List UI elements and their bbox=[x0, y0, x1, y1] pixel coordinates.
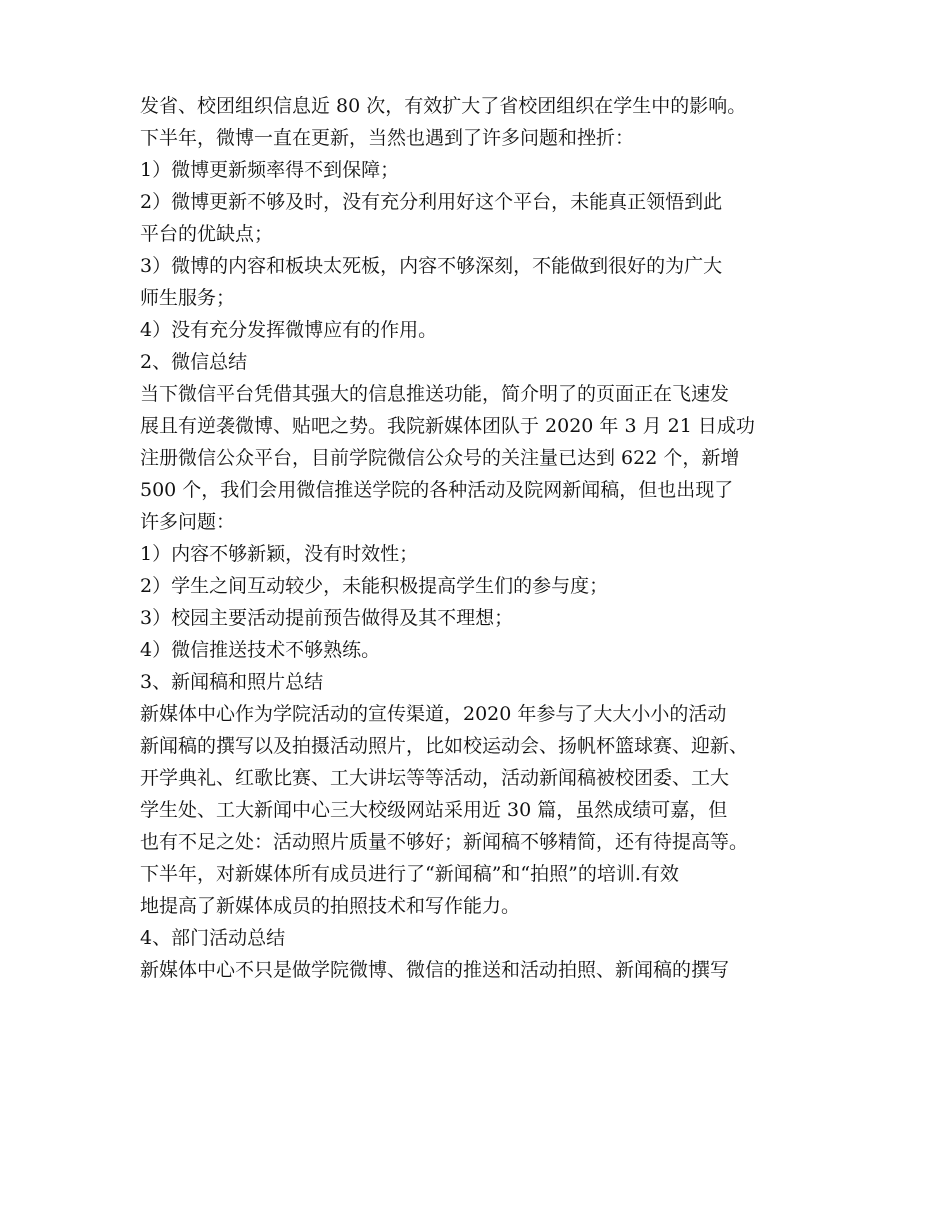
list-item: 2）微博更新不够及时，没有充分利用好这个平台，未能真正领悟到此 bbox=[140, 191, 723, 213]
section-heading: 3、新闻稿和照片总结 bbox=[140, 671, 324, 693]
list-item: 2）学生之间互动较少，未能积极提高学生们的参与度； bbox=[140, 575, 609, 597]
section-heading: 2、微信总结 bbox=[140, 351, 248, 373]
list-item: 3）校园主要活动提前预告做得及其不理想； bbox=[140, 607, 514, 629]
list-item: 3）微博的内容和板块太死板，内容不够深刻，不能做到很好的为广大 bbox=[140, 255, 723, 277]
list-item: 4）没有充分发挥微博应有的作用。 bbox=[140, 319, 438, 341]
list-item: 1）微博更新频率得不到保障； bbox=[140, 159, 400, 181]
text-line: 下半年，微博一直在更新，当然也遇到了许多问题和挫折： bbox=[140, 127, 635, 149]
text-line: 平台的优缺点； bbox=[140, 223, 274, 245]
text-line: 地提高了新媒体成员的拍照技术和写作能力。 bbox=[140, 895, 521, 917]
list-item: 4）微信推送技术不够熟练。 bbox=[140, 639, 381, 661]
text-line: 也有不足之处：活动照片质量不够好；新闻稿不够精简，还有待提高等。 bbox=[140, 831, 749, 853]
text-line: 许多问题： bbox=[140, 511, 236, 533]
document-body bbox=[140, 90, 820, 986]
section-heading: 4、部门活动总结 bbox=[140, 927, 286, 949]
text-line: 新闻稿的撰写以及拍摄活动照片，比如校运动会、扬帆杯篮球赛、迎新、 bbox=[140, 735, 749, 757]
text-line: 开学典礼、红歌比赛、工大讲坛等等活动，活动新闻稿被校团委、工大 bbox=[140, 767, 730, 789]
text-line: 新媒体中心作为学院活动的宣传渠道，2020 年参与了大大小小的活动 bbox=[140, 703, 727, 725]
text-line: 展且有逆袭微博、贴吧之势。我院新媒体团队于 2020 年 3 月 21 日成功 bbox=[140, 415, 755, 437]
text-line: 500 个，我们会用微信推送学院的各种活动及院网新闻稿，但也出现了 bbox=[140, 479, 734, 501]
list-item: 1）内容不够新颖，没有时效性； bbox=[140, 543, 419, 565]
text-line: 发省、校团组织信息近 80 次，有效扩大了省校团组织在学生中的影响。 bbox=[140, 95, 747, 117]
text-line: 新媒体中心不只是做学院微博、微信的推送和活动拍照、新闻稿的撰写 bbox=[140, 959, 730, 981]
text-line: 学生处、工大新闻中心三大校级网站采用近 30 篇，虽然成绩可嘉，但 bbox=[140, 799, 728, 821]
text-line: 注册微信公众平台，目前学院微信公众号的关注量已达到 622 个，新增 bbox=[140, 447, 740, 469]
text-line: 当下微信平台凭借其强大的信息推送功能，简介明了的页面正在飞速发 bbox=[140, 383, 730, 405]
text-line: 师生服务； bbox=[140, 287, 236, 309]
text-line: 下半年，对新媒体所有成员进行了“新闻稿”和“拍照”的培训.有效 bbox=[140, 863, 679, 885]
